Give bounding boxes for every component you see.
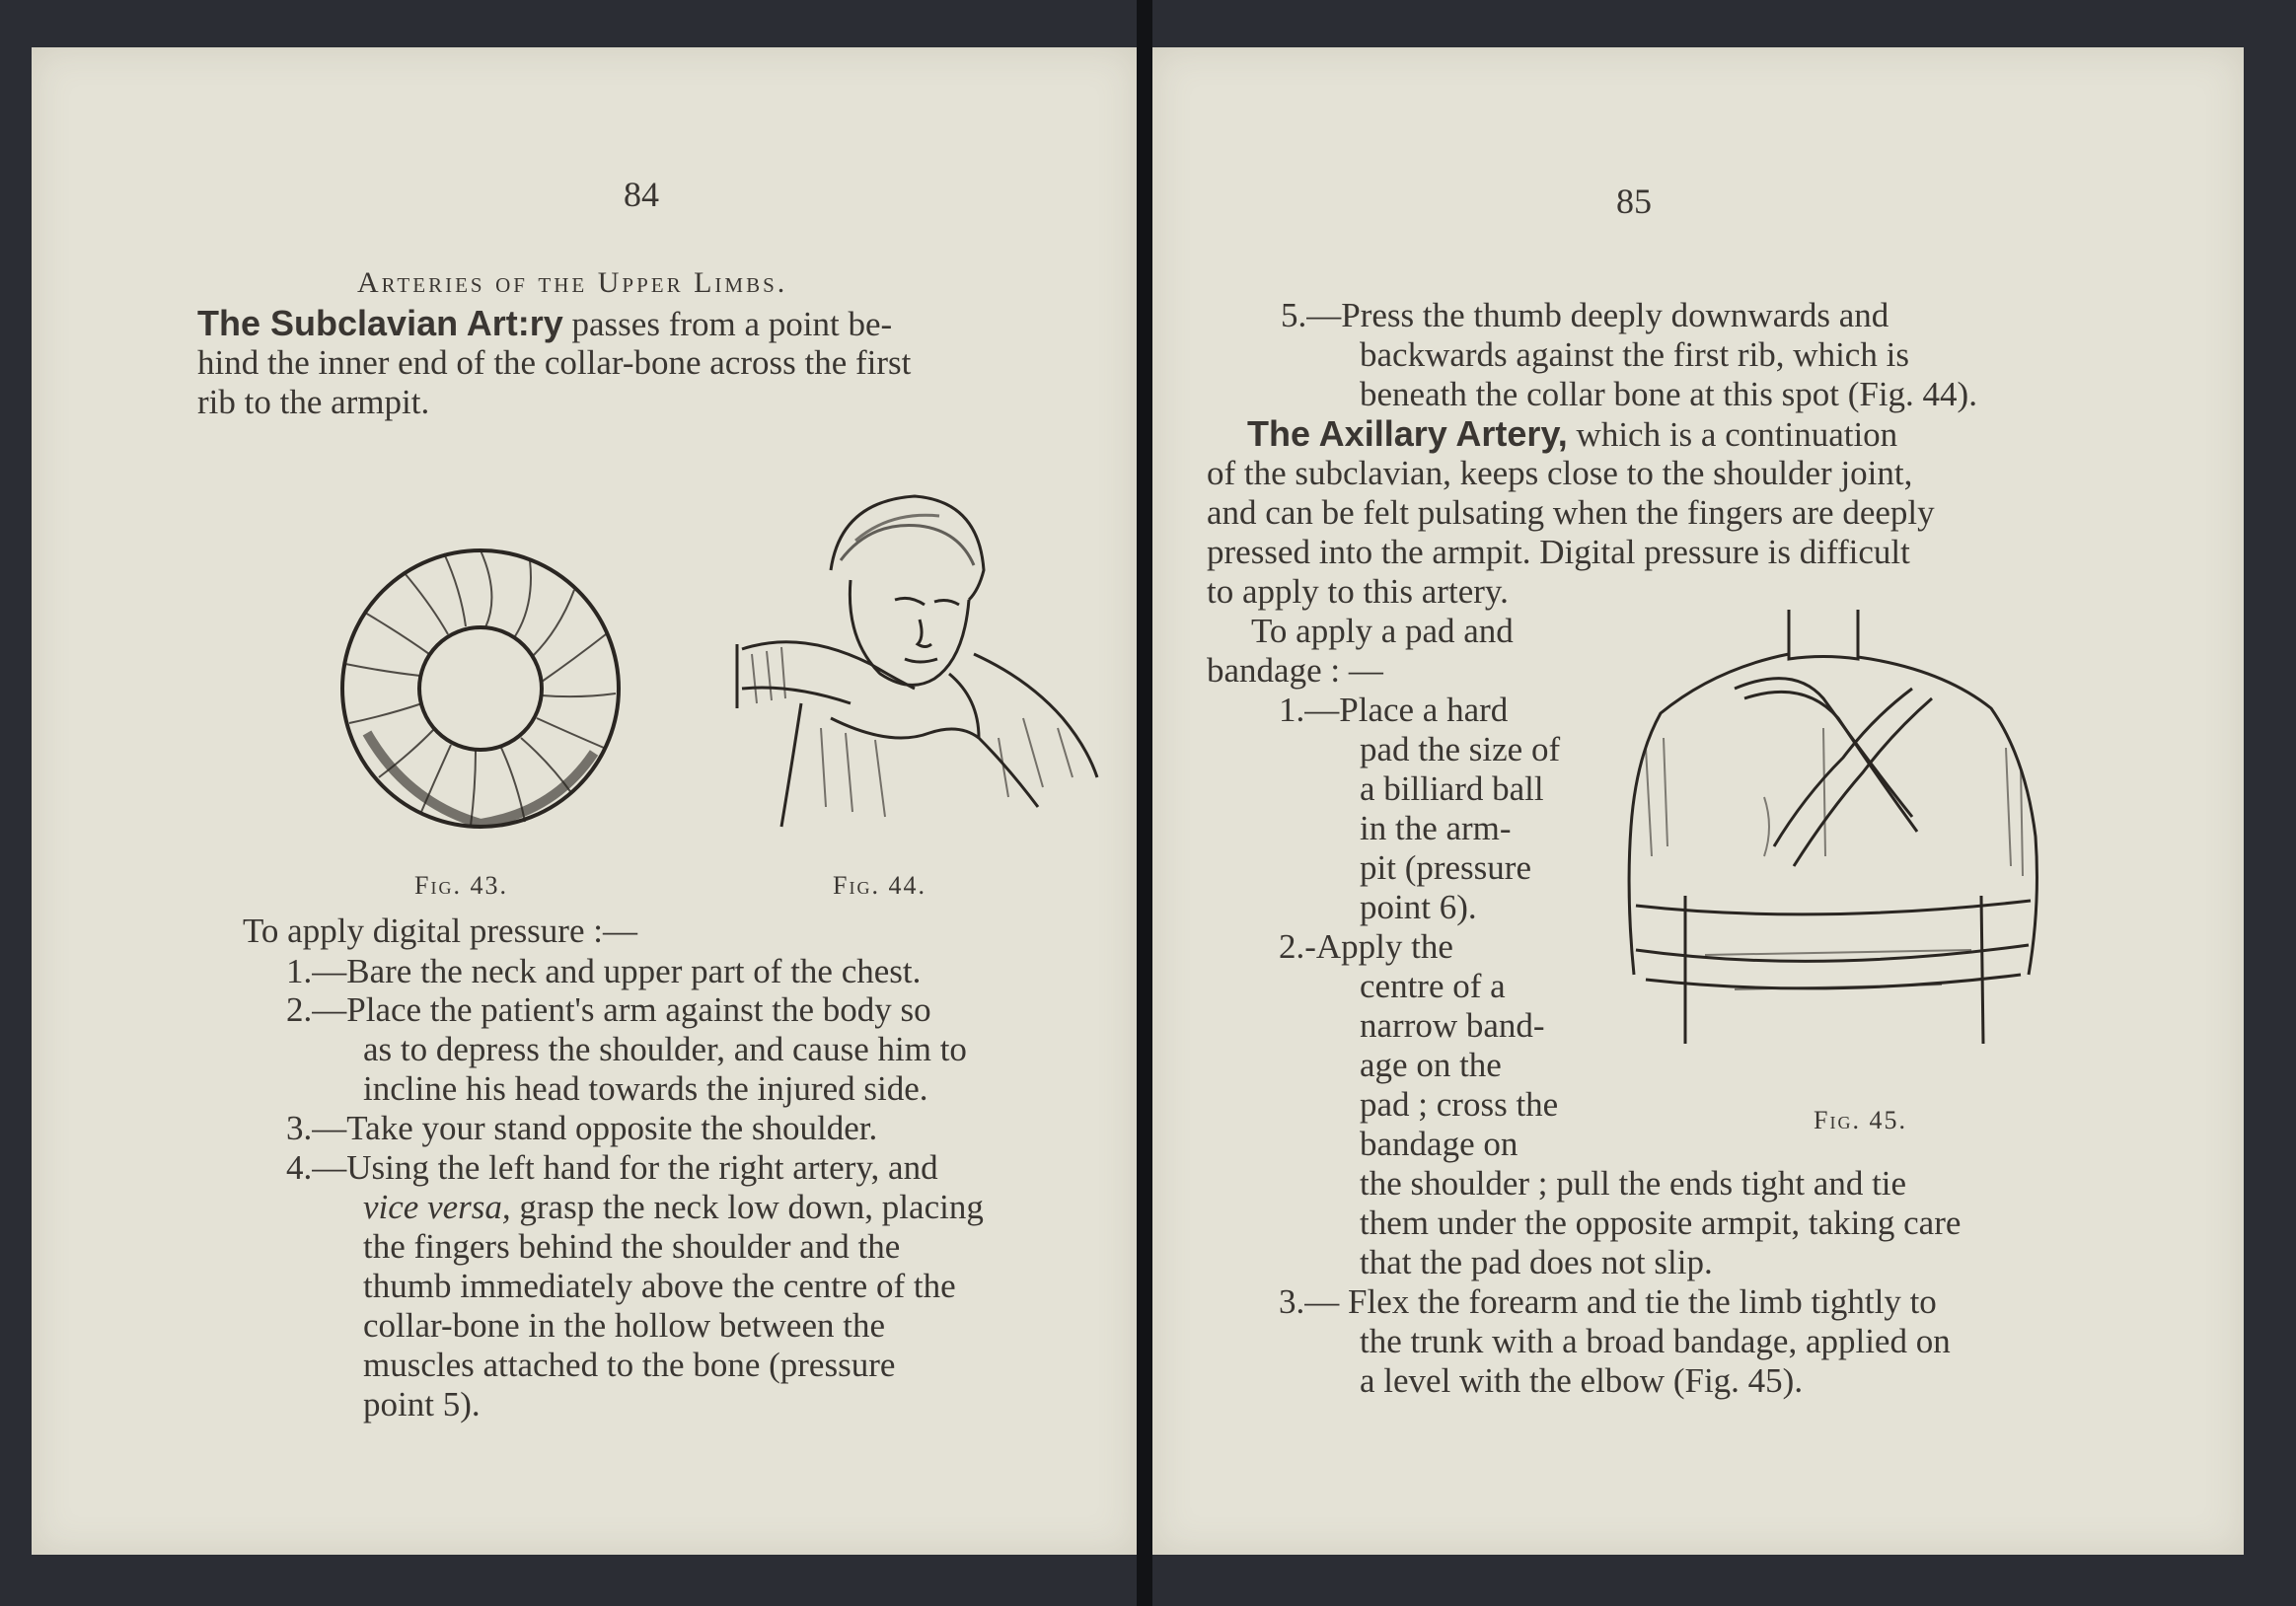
- right-page: [1152, 47, 2244, 1555]
- step-4-number: 4.: [286, 1148, 313, 1187]
- axillary-line1: [1247, 414, 1897, 455]
- page-number: 85: [1616, 182, 1652, 221]
- step-4-line4: thumb immediately above the centre of the: [363, 1267, 956, 1305]
- running-head: Arteries of the Upper Limbs.: [357, 266, 788, 299]
- pad-step-2-line5: pad ; cross the: [1360, 1085, 1559, 1124]
- pad-step-3-line3: a level with the elbow (Fig. 45).: [1360, 1361, 1804, 1400]
- step-3-text: —Take your stand opposite the shoulder.: [312, 1109, 878, 1147]
- step-3-number: 3.: [286, 1109, 313, 1147]
- ring-pad-illustration: [328, 536, 633, 841]
- step-5-line2: backwards against the first rib, which is: [1360, 335, 1909, 374]
- step-4-line3: the fingers behind the shoulder and the: [363, 1227, 901, 1266]
- bandaged-torso-illustration: [1616, 600, 2070, 1093]
- pad-step-1-line5: pit (pressure: [1360, 848, 1531, 887]
- axillary-line3: and can be felt pulsating when the fingers are deeply: [1207, 493, 1935, 532]
- pad-step-2-line1: [1279, 927, 1453, 967]
- step-1-text: —Bare the neck and upper part of the chest.: [312, 952, 922, 990]
- digital-pressure-intro: To apply digital pressure :—: [243, 912, 637, 950]
- subclavian-line2: hind the inner end of the collar-bone across the first: [197, 343, 912, 382]
- pad-step-1-line6: point 6).: [1360, 888, 1477, 926]
- pad-step-2-line4: age on the: [1360, 1046, 1502, 1084]
- pad-step-3-line2: the trunk with a broad bandage, applied on: [1360, 1322, 1951, 1360]
- subclavian-line3: rib to the armpit.: [197, 383, 430, 421]
- axillary-line5: to apply to this artery.: [1207, 572, 1509, 611]
- book-gutter: [1137, 0, 1152, 1606]
- pad-step-2-line8: them under the opposite armpit, taking care: [1360, 1204, 1962, 1242]
- pad-step-1-text: —Place a hard: [1304, 691, 1509, 729]
- fig45-caption: Fig. 45.: [1814, 1106, 1907, 1134]
- step-5-text: —Press the thumb deeply downwards and: [1306, 296, 1889, 334]
- pad-step-1-line2: pad the size of: [1360, 730, 1561, 768]
- vice-versa-italic: vice versa,: [363, 1188, 511, 1226]
- subclavian-line1-rest: passes from a point be-: [571, 305, 893, 343]
- step-4-text: —Using the left hand for the right artery, and: [312, 1148, 938, 1187]
- pad-intro-line1: To apply a pad and: [1251, 612, 1514, 650]
- pad-step-3-number: 3.: [1279, 1282, 1305, 1321]
- page-number: 84: [624, 175, 659, 214]
- subclavian-paragraph-line1: [197, 304, 892, 344]
- pad-step-2-number: 2.: [1279, 927, 1305, 966]
- pad-step-2-line6: bandage on: [1360, 1125, 1518, 1163]
- pad-step-1-line4: in the arm-: [1360, 809, 1512, 847]
- pad-step-3-line1: [1279, 1282, 1937, 1322]
- pad-intro-line2: bandage : —: [1207, 651, 1383, 690]
- left-page: [32, 47, 1137, 1555]
- axillary-line4: pressed into the armpit. Digital pressure is difficult: [1207, 533, 1910, 571]
- neck-pressure-illustration: [683, 481, 1117, 846]
- step-4-line5: collar-bone in the hollow between the: [363, 1306, 885, 1345]
- pad-step-2-text: -Apply the: [1304, 927, 1453, 966]
- axillary-title: The Axillary Artery,: [1247, 413, 1568, 454]
- step-2-text: —Place the patient's arm against the body so: [312, 990, 931, 1029]
- fig44-caption: Fig. 44.: [833, 871, 926, 900]
- pad-step-1-line1: [1279, 691, 1508, 730]
- pad-step-1-line3: a billiard ball: [1360, 769, 1544, 808]
- step-1-number: 1.: [286, 952, 313, 990]
- step-5-line3: beneath the collar bone at this spot (Fig. 44).: [1360, 375, 1977, 413]
- subclavian-title: The Subclavian Art:ry: [197, 303, 563, 343]
- step-5-number: 5.: [1281, 296, 1307, 334]
- step-5-line1: [1281, 296, 1889, 335]
- step-2-line2: as to depress the shoulder, and cause him to: [363, 1030, 967, 1068]
- step-4-line6: muscles attached to the bone (pressure: [363, 1346, 896, 1384]
- pad-step-3-text: — Flex the forearm and tie the limb tightly to: [1304, 1282, 1937, 1321]
- pad-step-2-line9: that the pad does not slip.: [1360, 1243, 1713, 1281]
- step-2-line3: incline his head towards the injured side.: [363, 1069, 928, 1108]
- axillary-line2: of the subclavian, keeps close to the shoulder joint,: [1207, 454, 1913, 492]
- step-4-line7: point 5).: [363, 1385, 481, 1424]
- step-4-line1: [286, 1148, 938, 1188]
- step-3-line1: [286, 1109, 877, 1148]
- pad-step-1-number: 1.: [1279, 691, 1305, 729]
- fig43-caption: Fig. 43.: [414, 871, 508, 900]
- axillary-line1-rest: which is a continuation: [1576, 415, 1898, 454]
- pad-step-2-line3: narrow band-: [1360, 1006, 1545, 1045]
- step-1-line1: [286, 952, 921, 991]
- pad-step-2-line7: the shoulder ; pull the ends tight and tie: [1360, 1164, 1907, 1203]
- step-2-number: 2.: [286, 990, 313, 1029]
- pad-step-2-line2: centre of a: [1360, 967, 1506, 1005]
- step-2-line1: [286, 990, 931, 1030]
- step-4-line2-rest: grasp the neck low down, placing: [519, 1188, 984, 1226]
- step-4-line2: [363, 1188, 984, 1227]
